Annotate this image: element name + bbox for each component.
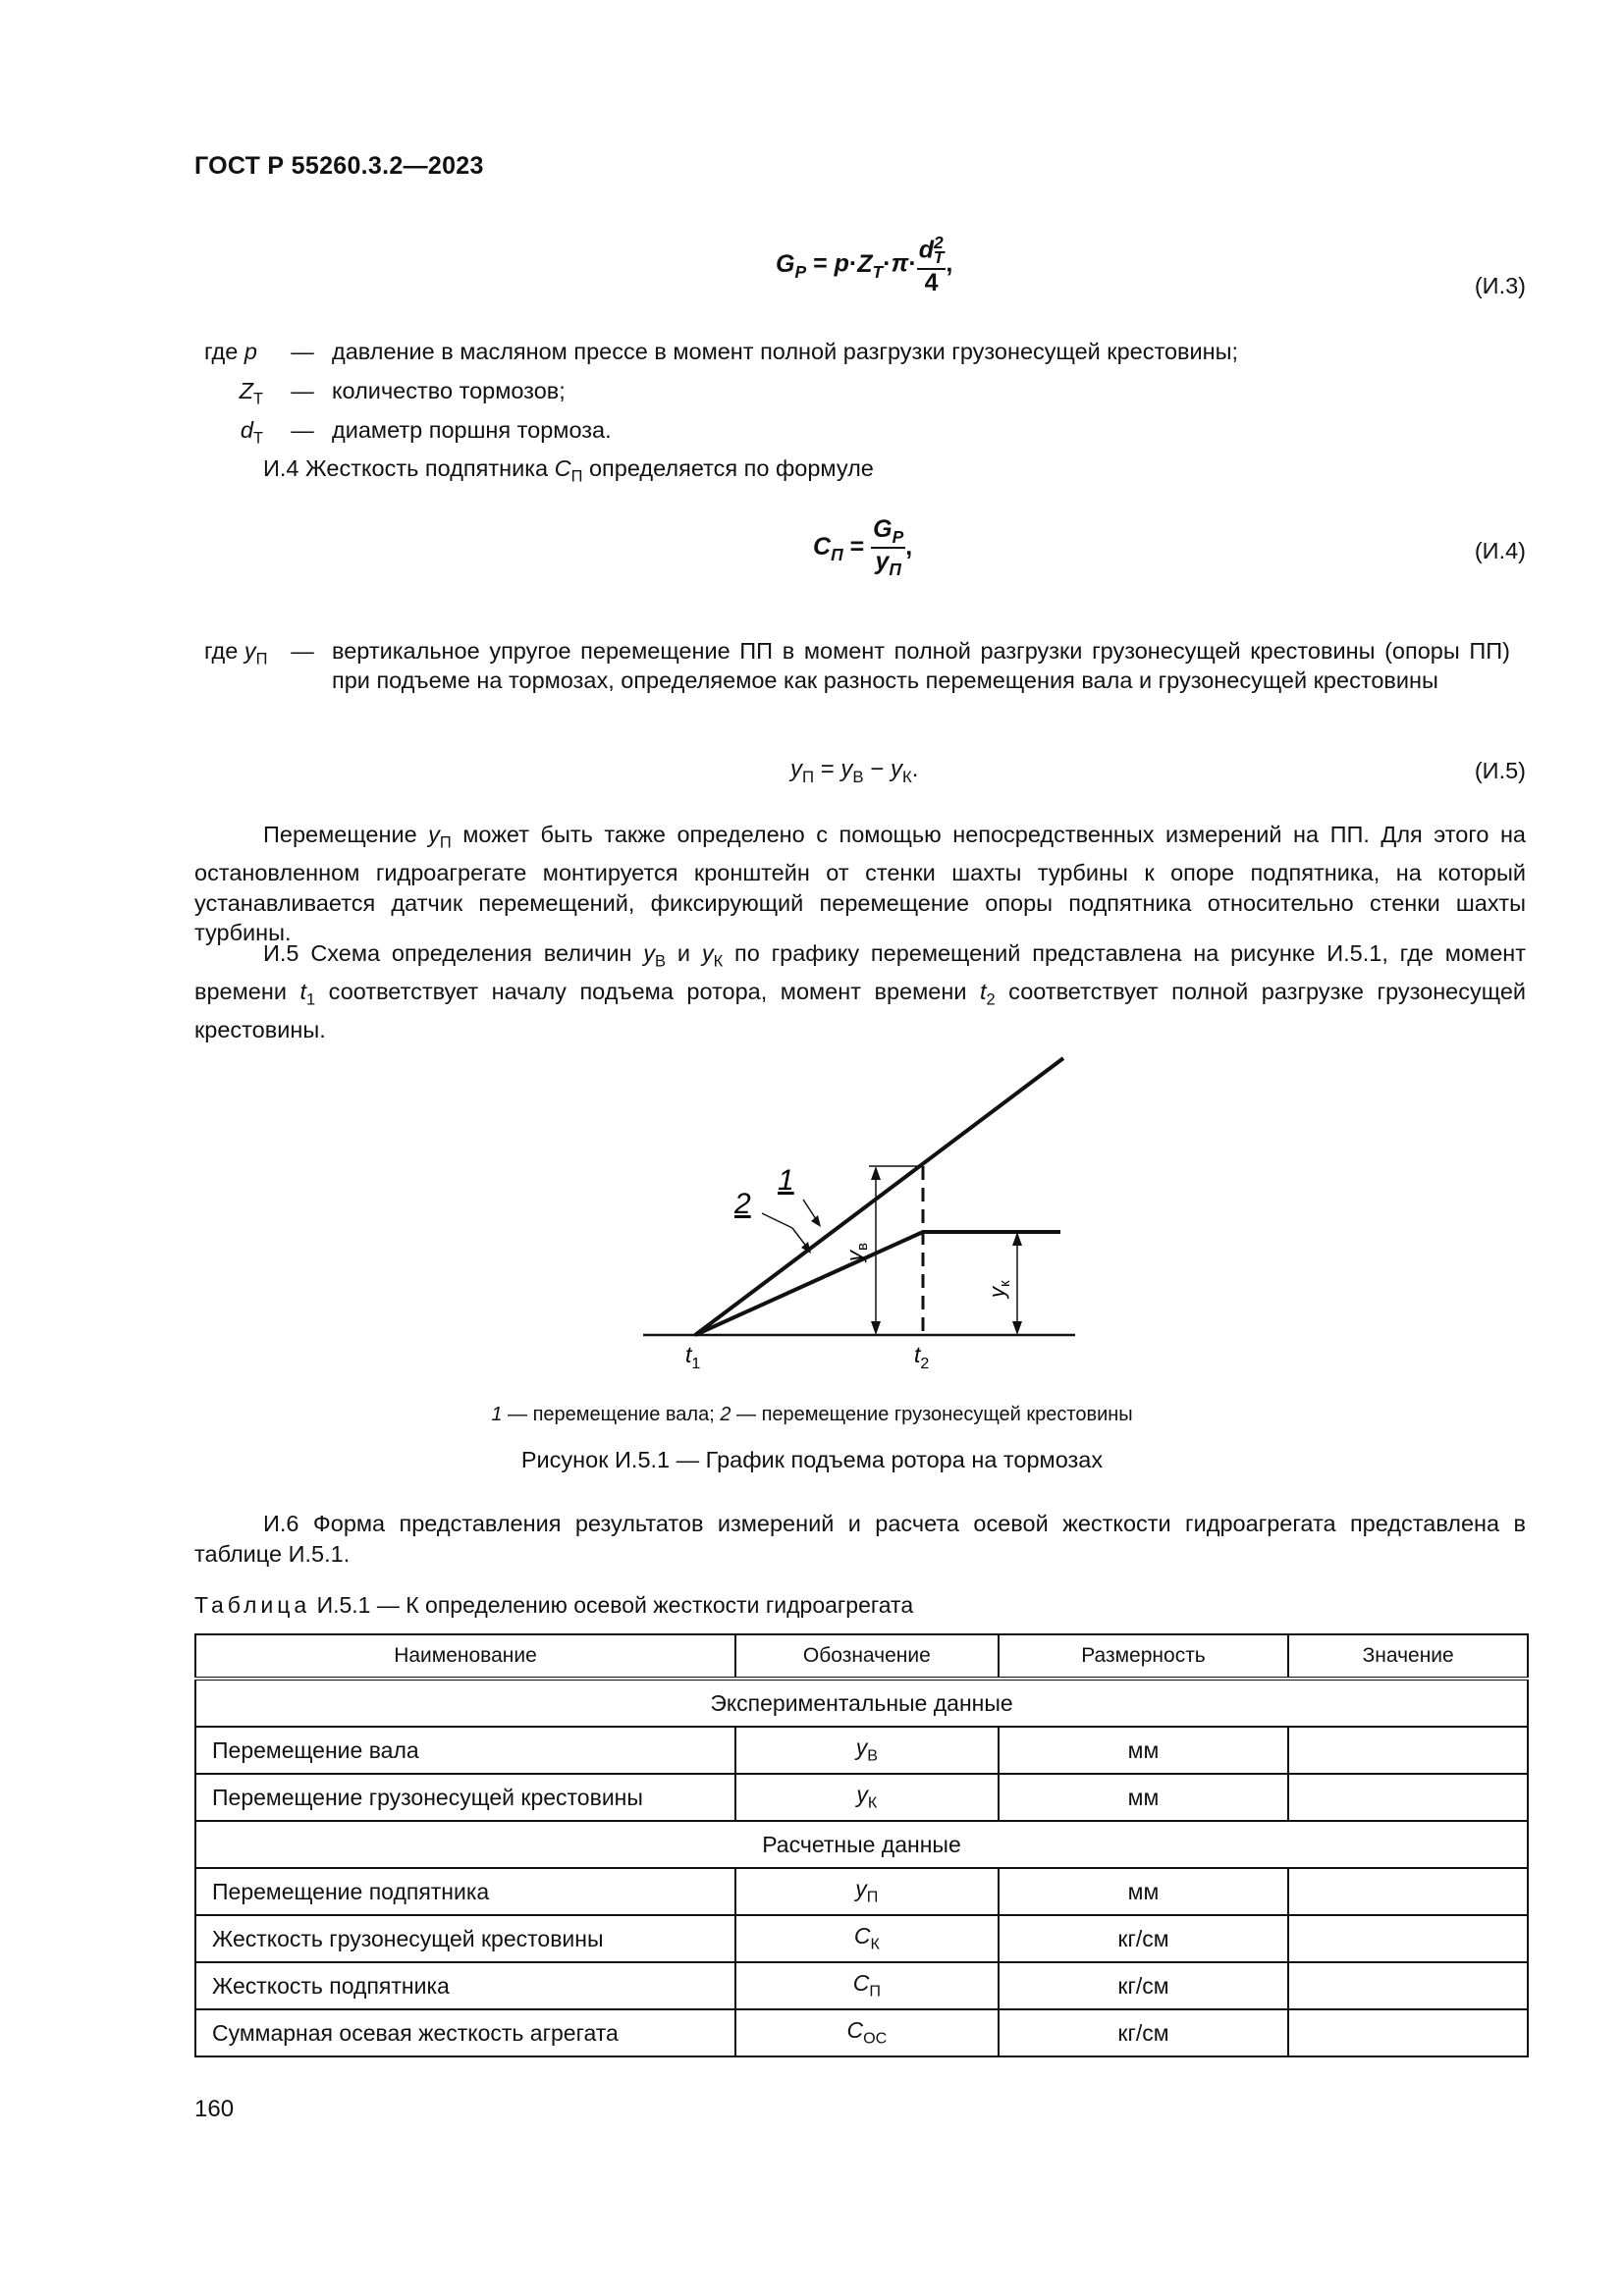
figure-legend: 1 — перемещение вала; 2 — перемещение грузонесущей крестовины xyxy=(491,1404,1133,1425)
equation-number-i4: (И.4) xyxy=(1474,538,1526,563)
formula-i4: $C_П$ = $\frac{G_P}{y_П}$ , xyxy=(813,515,913,580)
formula-i3: $G_P = p\cdot Z_T\cdot\pi\cdot$ $\frac{d^2_T}{4}$ , xyxy=(776,233,953,296)
header-symbol: Обозначение xyxy=(735,1634,999,1679)
label-yk: $y_к$ xyxy=(985,1280,1013,1298)
table-row: Перемещение подпятника $y_П$ мм xyxy=(195,1868,1528,1915)
paragraph-i5: И.5 Схема определения величин $y_В$ и $y_К$ по графику перемещений представлена на рисунке И.5.1, где момент времени $t_1$ соответствует началу подъема ротора, момент времени $t_2$ соответствует полной разгрузке грузонесущей крестовины. xyxy=(194,940,1527,1043)
header-value: Значение xyxy=(1288,1634,1528,1679)
page-number: 160 xyxy=(194,2096,235,2122)
table-header-row xyxy=(195,1634,1528,1679)
table-row: Суммарная осевая жесткость агрегата $C_{ОС}$ кг/см xyxy=(195,2009,1528,2056)
header-unit: Размерность xyxy=(999,1634,1289,1679)
label-2: 2 xyxy=(734,1188,751,1220)
header-name: Наименование xyxy=(195,1634,735,1679)
equation-number-i3: (И.3) xyxy=(1474,273,1526,298)
paragraph-i4: И.4 Жесткость подпятника $C_П$ определяется по формуле xyxy=(263,455,874,486)
paragraph-movement: Перемещение $y_П$ может быть также определено с помощью непосредственных измерений на ПП. Для этого на остановленном гидроагрегате монтируется кронштейн от стенки шахты турбины к опоре подпятника, на который устанавливается датчик перемещений, фиксирующий перемещение опоры подпятника относительно стенки шахты турбины. xyxy=(194,822,1526,946)
table-row: Жесткость грузонесущей крестовины $C_К$ кг/см xyxy=(195,1915,1528,1962)
document-header: ГОСТ Р 55260.3.2—2023 xyxy=(194,152,484,180)
table-row: Перемещение грузонесущей крестовины $y_К$ мм xyxy=(195,1774,1528,1821)
formula-i5: $y_П = y_В - y_К$. xyxy=(790,756,919,786)
stiffness-table xyxy=(194,1633,1529,2057)
label-yv: $y_в$ xyxy=(842,1243,871,1261)
label-t1: $t_1$ xyxy=(685,1342,701,1372)
section-row-experimental: Экспериментальные данные xyxy=(195,1679,1528,1727)
figure-caption: Рисунок И.5.1 — График подъема ротора на тормозах xyxy=(520,1447,1104,1472)
table-row: Жесткость подпятника $C_П$ кг/см xyxy=(195,1962,1528,2009)
definition-yp: где $y_П$ — вертикальное упругое перемещение ПП в момент полной разгрузки грузонесущей крестовины (опоры ПП) при подъеме на тормозах, определяемое как разность перемещения вала и грузонесущей крестовины xyxy=(204,638,1510,693)
figure-rotor-lift-graph xyxy=(628,1041,1100,1374)
paragraph-i6: И.6 Форма представления результатов измерений и расчета осевой жесткости гидроагрегата представлена в таблице И.5.1. xyxy=(194,1511,1526,1567)
table-row: Перемещение вала $y_В$ мм xyxy=(195,1727,1528,1774)
equation-number-i5: (И.5) xyxy=(1474,758,1526,783)
label-t2: $t_2$ xyxy=(914,1342,930,1372)
table-title: Таблица И.5.1 — К определению осевой жесткости гидроагрегата xyxy=(194,1592,914,1618)
section-row-calculated: Расчетные данные xyxy=(195,1821,1528,1868)
label-1: 1 xyxy=(778,1164,794,1197)
